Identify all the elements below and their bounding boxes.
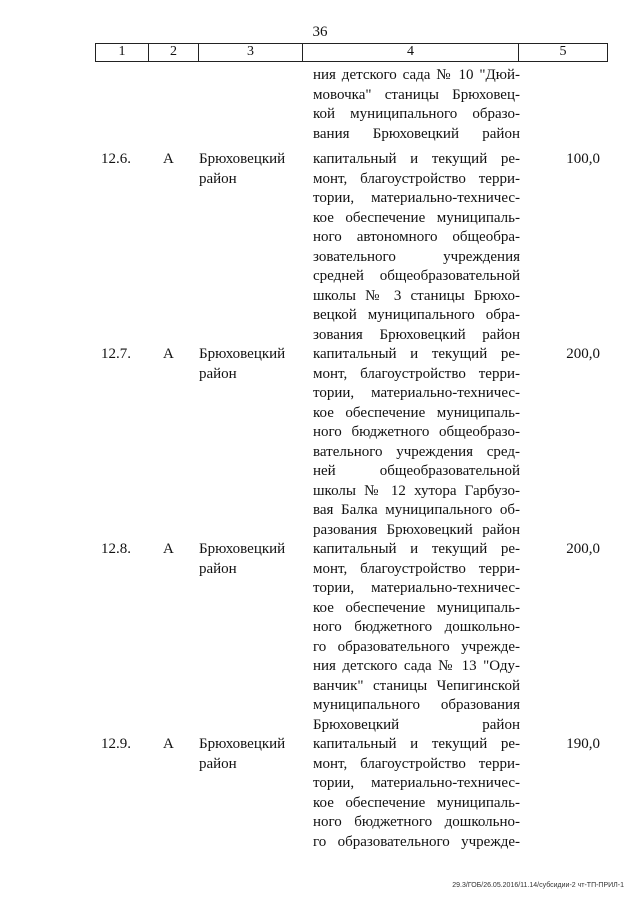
row-category: А: [163, 346, 174, 362]
description-line: монт, благоустройство терри-: [313, 560, 520, 577]
description-line: кое обеспечение муниципаль-: [313, 209, 520, 226]
description-line: ного бюджетного дошкольно-: [313, 814, 520, 830]
description-line: муниципального образования: [313, 697, 520, 713]
row-number: 12.6.: [101, 151, 131, 167]
row-area: Брюховецкий район: [199, 541, 286, 577]
description-line: школы № 3 станицы Брюхо-: [313, 287, 520, 304]
description-line: вецкой муниципального обра-: [313, 307, 520, 323]
row-number: 12.7.: [101, 346, 131, 362]
description-line: го образовательного учрежде-: [313, 833, 520, 850]
description-line: тории, материально-техничес-: [313, 385, 520, 401]
description-line: капитальный и текущий ре-: [313, 736, 520, 752]
row-area: Брюховецкий район: [199, 736, 286, 772]
row-category: А: [163, 151, 174, 167]
row-description: [313, 345, 520, 540]
row-value: 200,0: [566, 541, 600, 557]
row-category: А: [163, 541, 174, 557]
description-line: ния детского сада № 13 "Оду-: [313, 658, 520, 674]
description-line: капитальный и текущий ре-: [313, 541, 520, 557]
description-line: кой муниципального образо-: [313, 106, 520, 122]
row-description: [313, 735, 520, 852]
table-header: [95, 43, 608, 62]
row-category: А: [163, 736, 174, 752]
header-col-2: 2: [149, 44, 199, 61]
description-line: вательного учреждения сред-: [313, 443, 520, 460]
document-code: 29.3/ГОБ/26.05.2016/11.14/субсидии-2 чт-ТП-ПРИЛ-1: [452, 882, 624, 889]
description-line: монт, благоустройство терри-: [313, 755, 520, 772]
description-line: ного автономного общеобра-: [313, 229, 520, 245]
description-line: вая Балка муниципального об-: [313, 502, 520, 518]
description-line: капитальный и текущий ре-: [313, 151, 520, 167]
description-line: ного бюджетного общеобразо-: [313, 424, 520, 440]
description-line: Брюховецкий район: [313, 716, 520, 733]
description-line: ванчик" станицы Чепигинской: [313, 677, 520, 694]
row-description: [313, 540, 520, 735]
row-number: 12.8.: [101, 541, 131, 557]
description-line: го образовательного учрежде-: [313, 638, 520, 655]
row-value: 200,0: [566, 346, 600, 362]
description-line: средней общеобразовательной: [313, 268, 520, 284]
row-area: Брюховецкий район: [199, 151, 286, 187]
row-number: 12.9.: [101, 736, 131, 752]
description-line: разования Брюховецкий район: [313, 521, 520, 538]
description-line: тории, материально-техничес-: [313, 580, 520, 596]
description-line: зовательного учреждения: [313, 248, 520, 265]
description-line: ния детского сада № 10 "Дюй-: [313, 67, 520, 83]
header-col-3: 3: [199, 44, 303, 61]
description-line: зования Брюховецкий район: [313, 326, 520, 343]
description-line: монт, благоустройство терри-: [313, 170, 520, 187]
header-col-5: 5: [559, 44, 567, 59]
row-area: Брюховецкий район: [199, 346, 286, 382]
description-line: кое обеспечение муниципаль-: [313, 404, 520, 421]
continuation-description: [313, 66, 520, 144]
description-line: тории, материально-техничес-: [313, 775, 520, 791]
description-line: тории, материально-техничес-: [313, 190, 520, 206]
description-line: школы № 12 хутора Гарбузо-: [313, 482, 520, 499]
row-description: [313, 150, 520, 345]
row-value: 190,0: [566, 736, 600, 752]
description-line: вания Брюховецкий район: [313, 125, 520, 142]
description-line: ней общеобразовательной: [313, 463, 520, 479]
description-line: кое обеспечение муниципаль-: [313, 599, 520, 616]
page-number: 36: [312, 24, 328, 40]
description-line: капитальный и текущий ре-: [313, 346, 520, 362]
description-line: ного бюджетного дошкольно-: [313, 619, 520, 635]
header-col-1: 1: [96, 44, 149, 61]
description-line: мовочка" станицы Брюховец-: [313, 86, 520, 103]
header-col-4: 4: [303, 44, 519, 61]
row-value: 100,0: [566, 151, 600, 167]
description-line: монт, благоустройство терри-: [313, 365, 520, 382]
description-line: кое обеспечение муниципаль-: [313, 794, 520, 811]
